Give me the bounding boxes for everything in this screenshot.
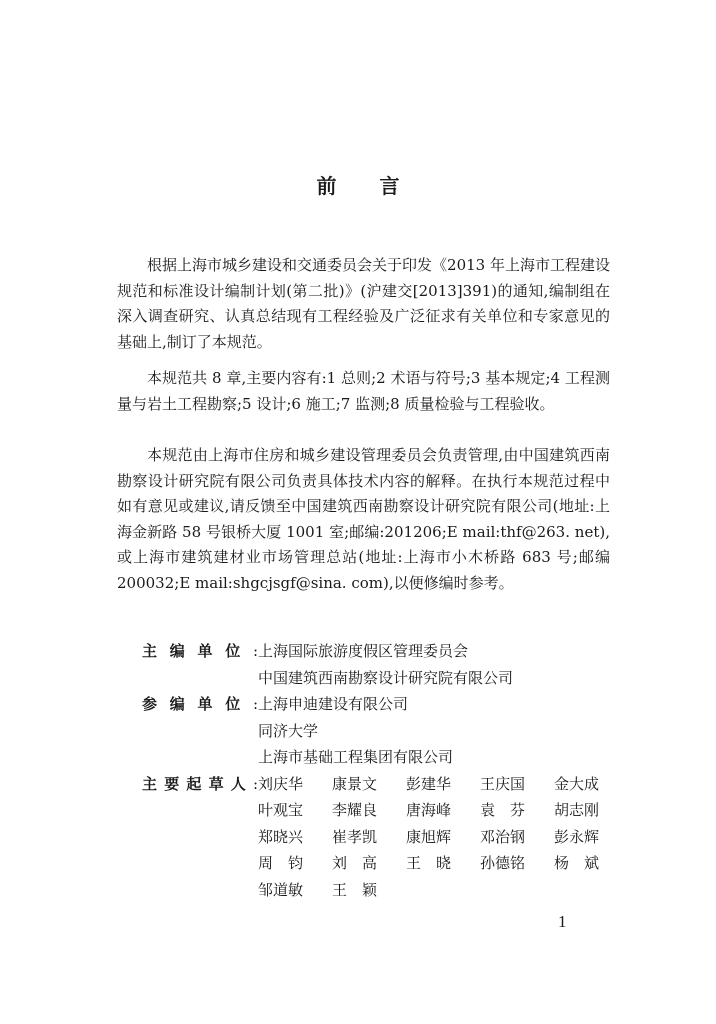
drafter-name: 周 钧 (258, 854, 303, 872)
participating-label (142, 691, 258, 718)
drafter-name: 唐 海 峰 (406, 801, 452, 819)
label-char: 起 (186, 774, 202, 793)
label-char: 主 (142, 774, 158, 793)
drafter-name: 邹 道 敏 (258, 880, 304, 899)
drafter-name: 邓 治 钢 (480, 827, 526, 846)
label-char: 位 (225, 642, 241, 660)
page-number: 1 (558, 912, 567, 931)
drafter-name: 李 耀 良 (332, 801, 378, 819)
label-char: 单 (197, 642, 213, 660)
label-char: 草 (208, 774, 224, 793)
drafter-name: 金 大 成 (554, 774, 600, 793)
label-colon: : (252, 695, 258, 713)
label-char: 编 (169, 642, 185, 660)
label-colon: : (252, 774, 258, 793)
drafter-name: 王 颖 (332, 880, 377, 899)
label-char: 主 (142, 642, 158, 660)
unit-name: 中国建筑西南勘察设计研究院有限公司 (258, 668, 514, 687)
drafter-name: 孙 德 铭 (480, 854, 526, 872)
chief-editor-units (258, 638, 513, 691)
label-char: 位 (225, 695, 241, 713)
chief-editor-label (142, 638, 258, 665)
drafter-name: 康 景 文 (332, 774, 378, 793)
unit-name: 上海市基础工程集团有限公司 (258, 748, 454, 766)
label-colon: : (252, 642, 258, 660)
drafter-name: 叶 观 宝 (258, 801, 304, 819)
drafter-name: 刘 庆 华 (258, 774, 304, 793)
page-title: 前 言 (316, 174, 418, 198)
drafter-name: 彭 永 辉 (554, 827, 600, 846)
unit-name: 上海申迪建设有限公司 (258, 695, 409, 713)
credits-section (142, 638, 622, 903)
label-char: 人 (230, 774, 246, 793)
label-char: 单 (197, 695, 213, 713)
label-char: 编 (169, 695, 185, 713)
chief-editor-group (142, 638, 622, 691)
drafters-names (258, 771, 622, 904)
drafter-name: 胡 志 刚 (554, 801, 600, 819)
drafter-name: 杨 斌 (554, 854, 599, 872)
drafter-name: 崔 孝 凯 (332, 827, 378, 846)
participating-units (258, 691, 453, 771)
preface-paragraph-3: 本规范由上海市住房和城乡建设管理委员会负责管理,由中国建筑西南勘察设计研究院有限公司负责具体技术内容的解释。在执行本规范过程中如有意见或建议,请反馈至中国建筑西南勘察设计研究院有限公司(地址:上海金新路 58 号银桥大厦 1001 室;邮编:201206;E mail:thf@263. net),或上海市建筑建材业市场管理总站(地址:上海市小木桥路 683 号;邮编 200032;E mail:shgcjsgf@sina. com),以便修编时参考。 (117, 446, 610, 592)
drafter-name: 王 庆 国 (480, 774, 526, 793)
unit-name: 上海国际旅游度假区管理委员会 (258, 642, 469, 660)
preface-paragraph-1: 根据上海市城乡建设和交通委员会关于印发《2013 年上海市工程建设规范和标准设计编制计划(第二批)》(沪建交[2013]391)的通知,编制组在深入调查研究、认真总结现有工程经验及广泛征求有关单位和专家意见的基础上,制订了本规范。 (117, 256, 610, 351)
drafter-name: 彭 建 华 (406, 774, 452, 793)
drafter-name: 王 晓 (406, 854, 451, 872)
unit-name: 同济大学 (258, 721, 319, 740)
drafter-name: 袁 芬 (480, 801, 525, 819)
drafters-label (142, 771, 258, 798)
label-char: 参 (142, 695, 158, 713)
drafter-name: 刘 高 (332, 854, 377, 872)
preface-paragraph-2: 本规范共 8 章,主要内容有:1 总则;2 术语与符号;3 基本规定;4 工程测量与岩土工程勘察;5 设计;6 施工;7 监测;8 质量检验与工程验收。 (117, 369, 610, 413)
drafters-group (142, 771, 622, 904)
drafter-name: 郑 晓 兴 (258, 827, 304, 846)
drafter-name: 康 旭 辉 (406, 827, 452, 846)
label-char: 要 (164, 774, 180, 793)
participating-group (142, 691, 622, 771)
